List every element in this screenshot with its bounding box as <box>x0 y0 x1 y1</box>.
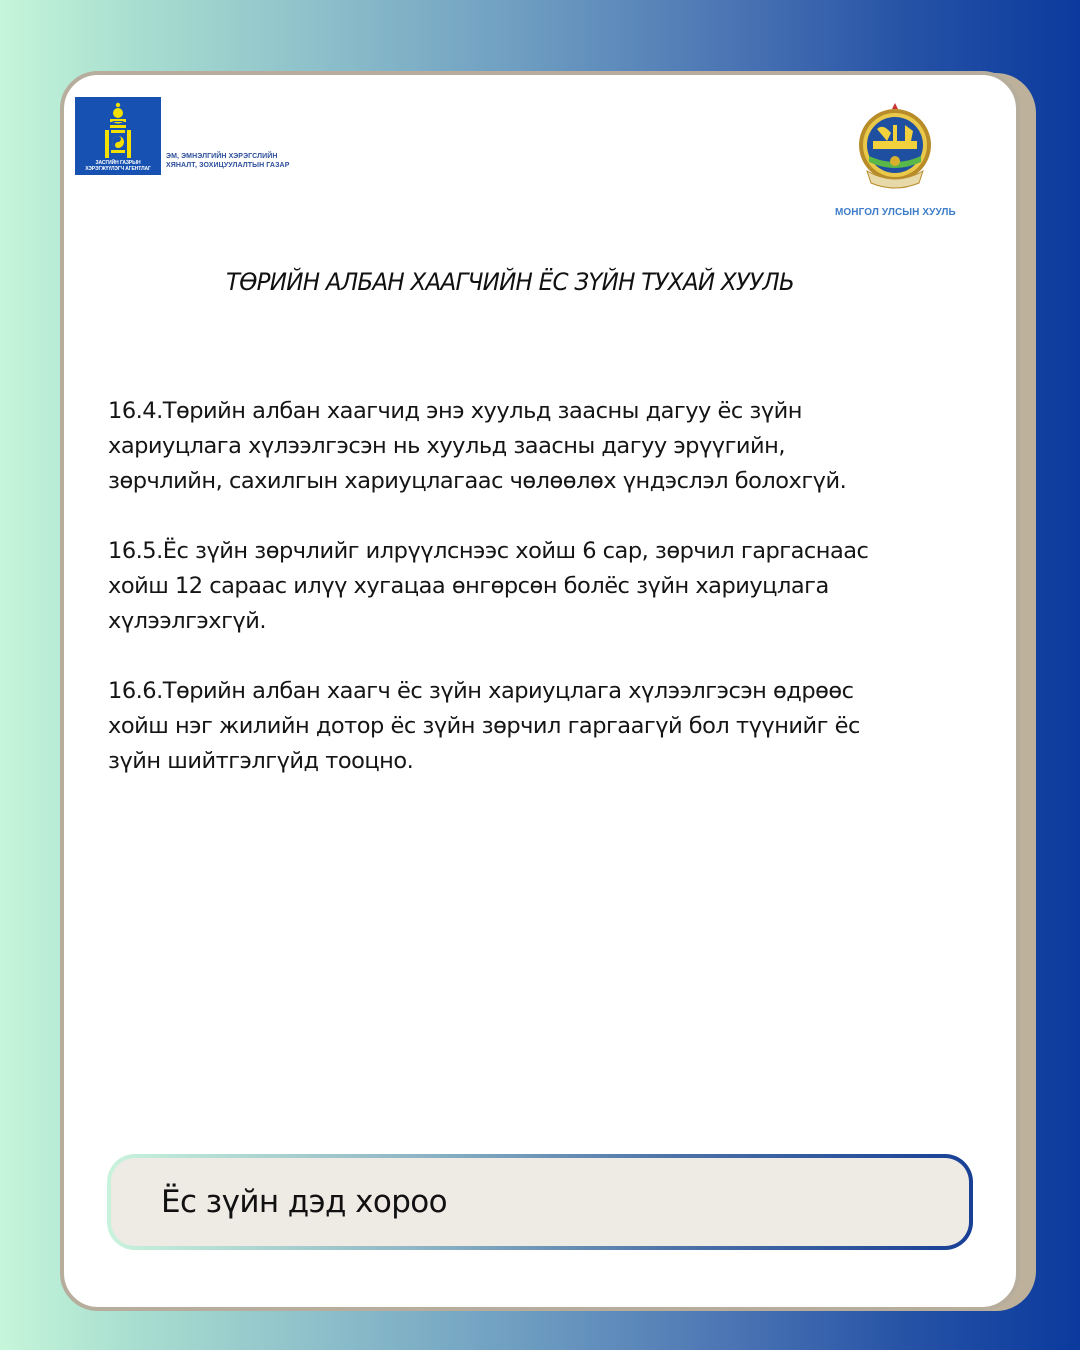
law-title: ТӨРИЙН АЛБАН ХААГЧИЙН ЁС ЗҮЙН ТУХАЙ ХУУЛЬ <box>225 268 794 296</box>
agency-name-line: ЭМ, ЭМНЭЛГИЙН ХЭРЭГСЛИЙН <box>166 153 278 160</box>
article-16-5: 16.5.Ёс зүйн зөрчлийг илрүүлснээс хойш 6 сар, зөрчил гаргаснаас хойш 12 сараас илүү хугацаа өнгөрсөн болёс зүйн хариуцлага хүлээлгэхгүй. <box>108 538 869 634</box>
state-emblem-mongolia-icon <box>855 101 935 193</box>
agency-name <box>166 152 289 170</box>
agency-logo-caption-line: ХЭРЭГЖҮҮЛЭГЧ АГЕНТЛАГ <box>85 166 151 172</box>
agency-logo-caption-line: ЗАСГИЙН ГАЗРЫН <box>95 160 141 166</box>
article-16-6: 16.6.Төрийн албан хаагч ёс зүйн хариуцлага хүлээлгэсэн өдрөөс хойш нэг жилийн дотор ёс зүйн зөрчил гаргаагүй бол түүнийг ёс зүйн шийтгэлгүйд тооцно. <box>108 678 860 774</box>
footer-box-inner <box>111 1158 969 1246</box>
emblem-caption: МОНГОЛ УЛСЫН ХУУЛЬ <box>835 207 956 218</box>
footer-label: Ёс зүйн дэд хороо <box>161 1184 448 1220</box>
agency-logo <box>75 97 161 175</box>
footer-box <box>107 1154 973 1250</box>
articles-list <box>108 394 948 814</box>
article-16-4: 16.4.Төрийн албан хаагчид энэ хуульд заасны дагуу ёс зүйн хариуцлага хүлээлгэсэн нь хуульд заасны дагуу эрүүгийн, зөрчлийн, сахилгын хариуцлагаас чөлөөлөх үндэслэл болохгүй. <box>108 398 847 494</box>
agency-name-line: ХЯНАЛТ, ЗОХИЦУУЛАЛТЫН ГАЗАР <box>166 162 290 169</box>
agency-logo-caption <box>77 160 159 172</box>
